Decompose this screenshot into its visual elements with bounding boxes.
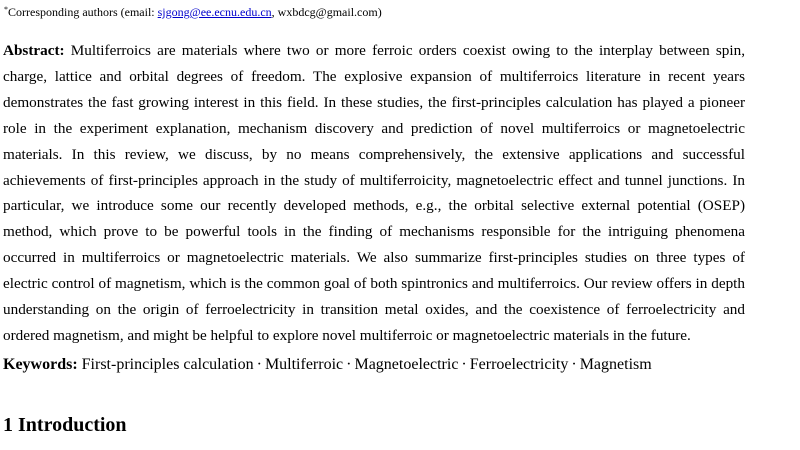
cut-off-text-line [3, 444, 748, 450]
abstract-paragraph [3, 38, 745, 349]
email-wxbdcg: wxbdcg@gmail.com [277, 5, 378, 19]
footnote-marker: * [4, 5, 8, 14]
keywords-label: Keywords: [3, 356, 78, 373]
keyword-separator: · [346, 356, 352, 373]
section-heading-introduction: 1 Introduction [3, 414, 127, 436]
keyword-item: Magnetoelectric [354, 356, 459, 373]
email-link-sjgong[interactable]: sjgong@ee.ecnu.edu.cn [157, 5, 272, 19]
keyword-item: Ferroelectricity [469, 356, 569, 373]
footnote-suffix: ) [377, 5, 382, 19]
keyword-separator: · [571, 356, 577, 373]
abstract-text: Multiferroics are materials where two or more ferroic orders coexist owing to the interplay between spin, charge, lattice and orbital degrees of freedom. The explosive expansion of multiferroics literature in recent years demonstrates the fast growing interest in this field. In these studies, the first-principles calculation has played a pioneer role in the experiment explanation, mechanism discovery and prediction of novel multiferroics or magnetoelectric materials. In this review, we discuss, by no means comprehensively, the extensive applications and successful achievements of first-principles approach in the study of multiferroicity, magnetoelectric effect and tunnel junctions. In particular, we introduce some our recently developed methods, e.g., the orbital selective external potential (OSEP) method, which prove to be powerful tools in the finding of mechanisms responsible for the intriguing phenomena occurred in multiferroics or magnetoelectric materials. We also summarize first-principles studies on three types of electric control of magnetism, which is the common goal of both spintronics and multiferroics. Our review offers in depth understanding on the origin of ferroelectricity in transition metal oxides, and the coexistence of ferroelectricity and ordered magnetism, and might be helpful to explore novel multiferroic or magnetoelectric materials in the future. [3, 42, 746, 344]
keywords-line [3, 352, 652, 378]
footnote-separator: , [271, 5, 278, 19]
keyword-item: First-principles calculation [81, 356, 254, 373]
abstract-label: Abstract: [3, 42, 65, 59]
keyword-separator: · [256, 356, 262, 373]
keyword-separator: · [461, 356, 467, 373]
corresponding-author-footnote [4, 4, 382, 20]
keyword-item: Multiferroic [264, 356, 344, 373]
keyword-item: Magnetism [579, 356, 652, 373]
footnote-prefix: Corresponding authors (email: [8, 5, 158, 19]
